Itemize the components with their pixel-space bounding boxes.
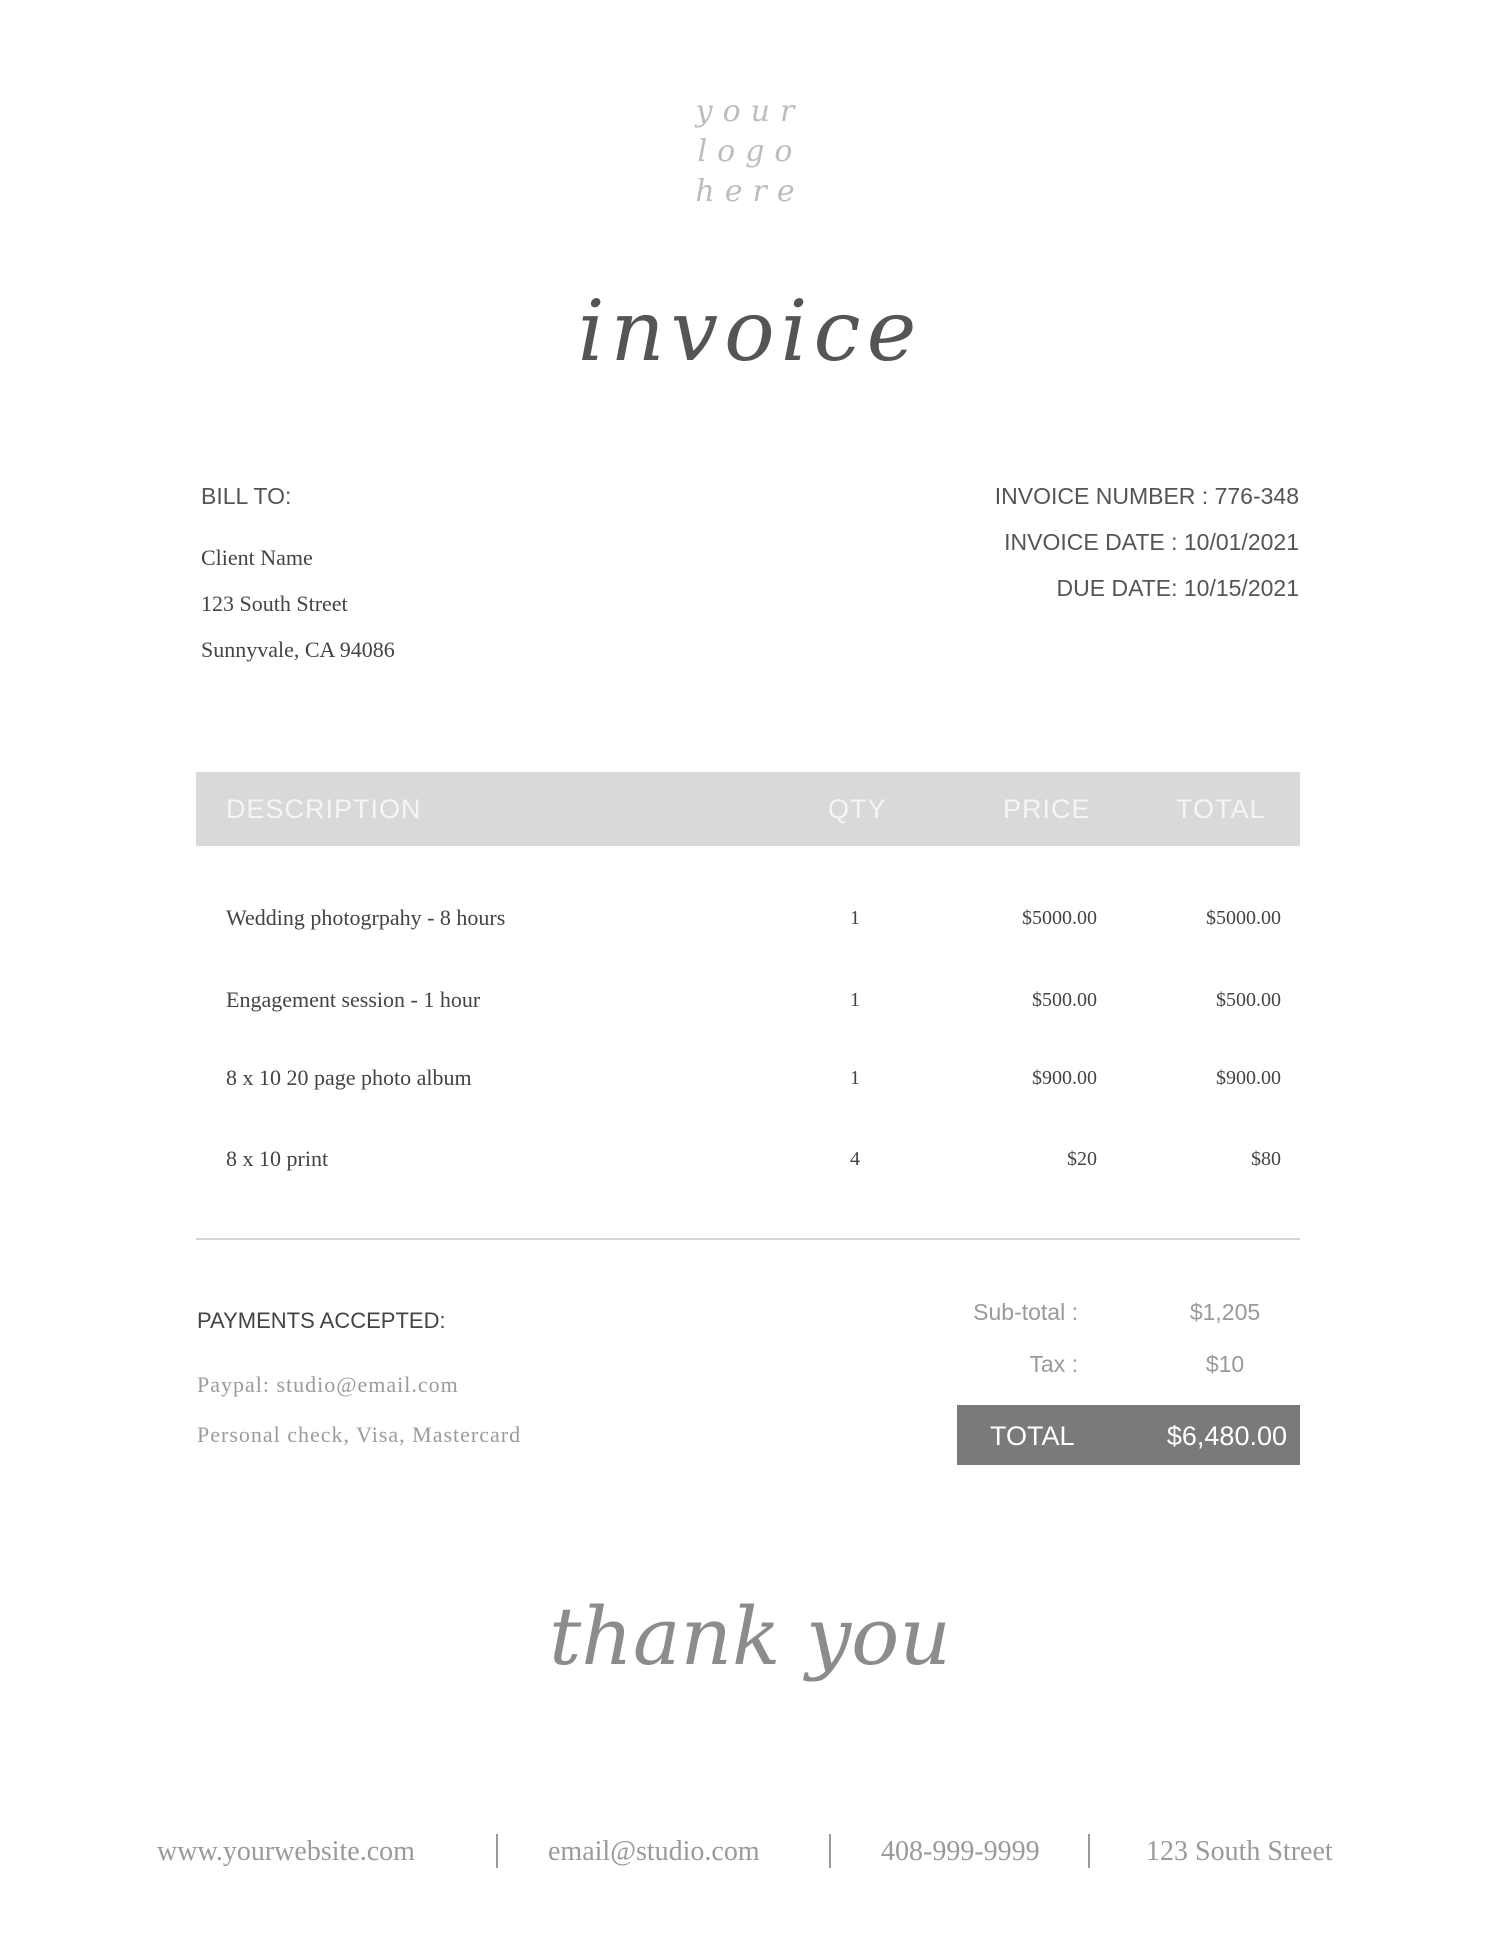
logo-line: your — [695, 94, 805, 129]
subtotal-label: Sub-total : — [973, 1299, 1078, 1325]
row-price: $20 — [1067, 1148, 1097, 1170]
row-price: $5000.00 — [1022, 907, 1097, 929]
client-name: Client Name — [201, 545, 313, 570]
footer-address: 123 South Street — [1146, 1836, 1333, 1867]
row-qty: 1 — [850, 907, 860, 929]
tax-value: $10 — [1205, 1351, 1245, 1377]
row-total: $900.00 — [1216, 1067, 1281, 1089]
row-price: $500.00 — [1032, 989, 1097, 1011]
invoice-title: invoice — [577, 282, 923, 380]
footer-email: email@studio.com — [548, 1836, 760, 1867]
logo-line: here — [695, 174, 805, 209]
row-description: Engagement session - 1 hour — [226, 987, 481, 1012]
header-price: PRICE — [1003, 794, 1091, 824]
tax-label: Tax : — [1029, 1351, 1078, 1377]
payment-method: Personal check, Visa, Mastercard — [197, 1422, 522, 1447]
header-total: TOTAL — [1176, 794, 1266, 824]
row-total: $500.00 — [1216, 989, 1281, 1011]
total-value: $6,480.00 — [1166, 1421, 1287, 1451]
row-qty: 1 — [850, 989, 860, 1011]
table-divider — [196, 1238, 1300, 1240]
logo-placeholder — [675, 92, 825, 212]
footer-phone: 408-999-9999 — [881, 1836, 1040, 1867]
total-label: TOTAL — [990, 1421, 1075, 1451]
invoice-date: INVOICE DATE : 10/01/2021 — [1004, 529, 1299, 555]
footer-separator — [829, 1834, 831, 1868]
client-street: 123 South Street — [201, 591, 348, 616]
bill-to-label: BILL TO: — [201, 483, 292, 509]
due-date: DUE DATE: 10/15/2021 — [1056, 575, 1299, 601]
row-description: 8 x 10 20 page photo album — [226, 1065, 472, 1090]
footer-separator — [496, 1834, 498, 1868]
row-description: Wedding photogrpahy - 8 hours — [226, 905, 506, 930]
footer-website: www.yourwebsite.com — [157, 1836, 415, 1867]
invoice-number: INVOICE NUMBER : 776-348 — [994, 483, 1299, 509]
footer-separator — [1088, 1834, 1090, 1868]
row-qty: 1 — [850, 1067, 860, 1089]
row-total: $80 — [1251, 1148, 1281, 1170]
header-description: DESCRIPTION — [226, 794, 422, 824]
row-total: $5000.00 — [1206, 907, 1281, 929]
logo-line: logo — [697, 134, 803, 169]
client-city: Sunnyvale, CA 94086 — [201, 637, 395, 662]
subtotal-value: $1,205 — [1189, 1299, 1261, 1325]
payment-method: Paypal: studio@email.com — [197, 1372, 459, 1397]
row-price: $900.00 — [1032, 1067, 1097, 1089]
row-qty: 4 — [850, 1148, 860, 1170]
payments-label: PAYMENTS ACCEPTED: — [197, 1308, 446, 1333]
header-qty: QTY — [828, 794, 887, 824]
row-description: 8 x 10 print — [226, 1146, 329, 1171]
thank-you-script: thank you — [549, 1590, 951, 1683]
